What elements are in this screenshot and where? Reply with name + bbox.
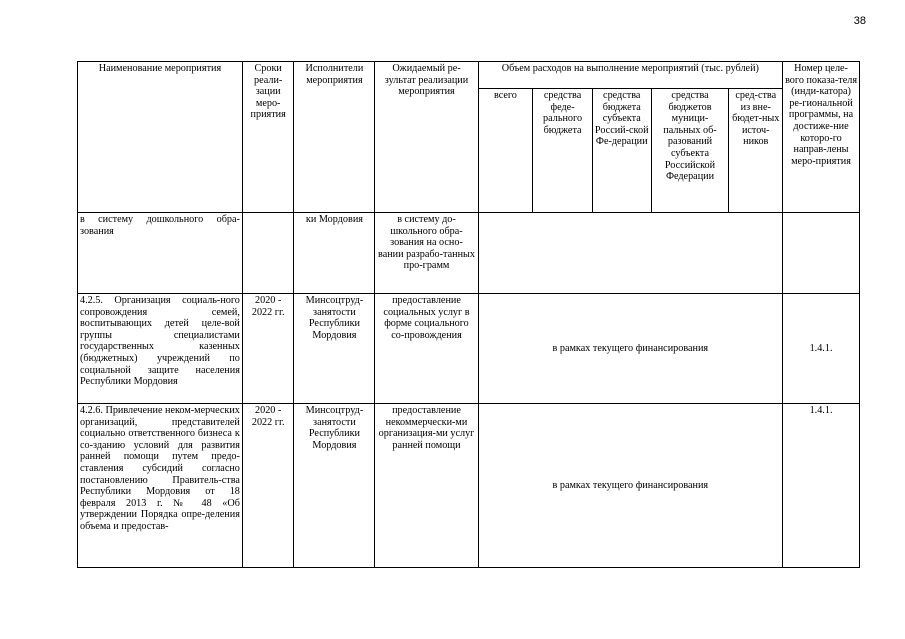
measure-result: в систему до-школьного обра-зования на осно-вании разрабо-танных про-грамм [375,213,478,294]
header-federal: средства феде-рального бюджета [533,89,593,213]
measure-name: 4.2.6. Привлечение неком-мерческих организаций, представителей социально ответственного бизнеса к со-зданию условий для развития ранней помощи путем предо-ставления субсидий согласно постановлению Правитель-ства Республики Мордовия от 18 февраля 2013 г. № 48 «Об утверждении Порядка опре-деления объема и предостав- [78,404,243,568]
header-subject-budget: средства бюджета субъекта Россий-ской Фе-дерации [592,89,651,213]
header-row [78,62,860,89]
header-indicator: Номер целе-вого показа-теля (инди-катора) ре-гиональной программы, на достиже-ние которо-го направ-лены меро-приятия [783,62,860,213]
measure-indicator: 1.4.1. [783,404,860,568]
header-total: всего [478,89,533,213]
measure-period: 2020 - 2022 гг. [242,294,294,404]
measure-funding: в рамках текущего финансирования [478,294,782,404]
measure-period: 2020 - 2022 гг. [242,404,294,568]
measure-name: в систему дошкольного обра-зования [78,213,243,294]
header-expected-result: Ожидаемый ре-зультат реализации мероприятия [375,62,478,213]
measure-funding: в рамках текущего финансирования [478,404,782,568]
measure-funding [478,213,782,294]
program-measures-table [77,61,860,568]
header-municipal-budget: средства бюджетов муници-пальных об-разований субъекта Российской Федерации [651,89,729,213]
measure-result: предоставление некоммерчески-ми организация-ми услуг ранней помощи [375,404,478,568]
table-row [78,213,860,294]
page-number: 38 [853,15,866,27]
table-row [78,404,860,568]
measure-indicator: 1.4.1. [783,294,860,404]
measure-indicator [783,213,860,294]
measure-result: предоставление социальных услуг в форме социального со-провождения [375,294,478,404]
header-executors: Исполнители мероприятия [294,62,375,213]
measure-executors: Минсоцтруд-занятости Республики Мордовия [294,404,375,568]
header-expenses-group: Объем расходов на выполнение мероприятий (тыс. рублей) [478,62,782,89]
header-name: Наименование мероприятия [78,62,243,213]
measure-name: 4.2.5. Организация социаль-ного сопровождения семей, воспитывающих детей целе-вой группы специалистами государственных казенных (бюджетных) учреждений по социальной защите населения Республики Мордовия [78,294,243,404]
measure-executors: Минсоцтруд-занятости Республики Мордовия [294,294,375,404]
measure-executors: ки Мордовия [294,213,375,294]
table-row [78,294,860,404]
header-period: Сроки реали-зации меро-приятия [242,62,294,213]
header-external-sources: сред-ства из вне-бюдет-ных источ-ников [729,89,783,213]
measure-period [242,213,294,294]
